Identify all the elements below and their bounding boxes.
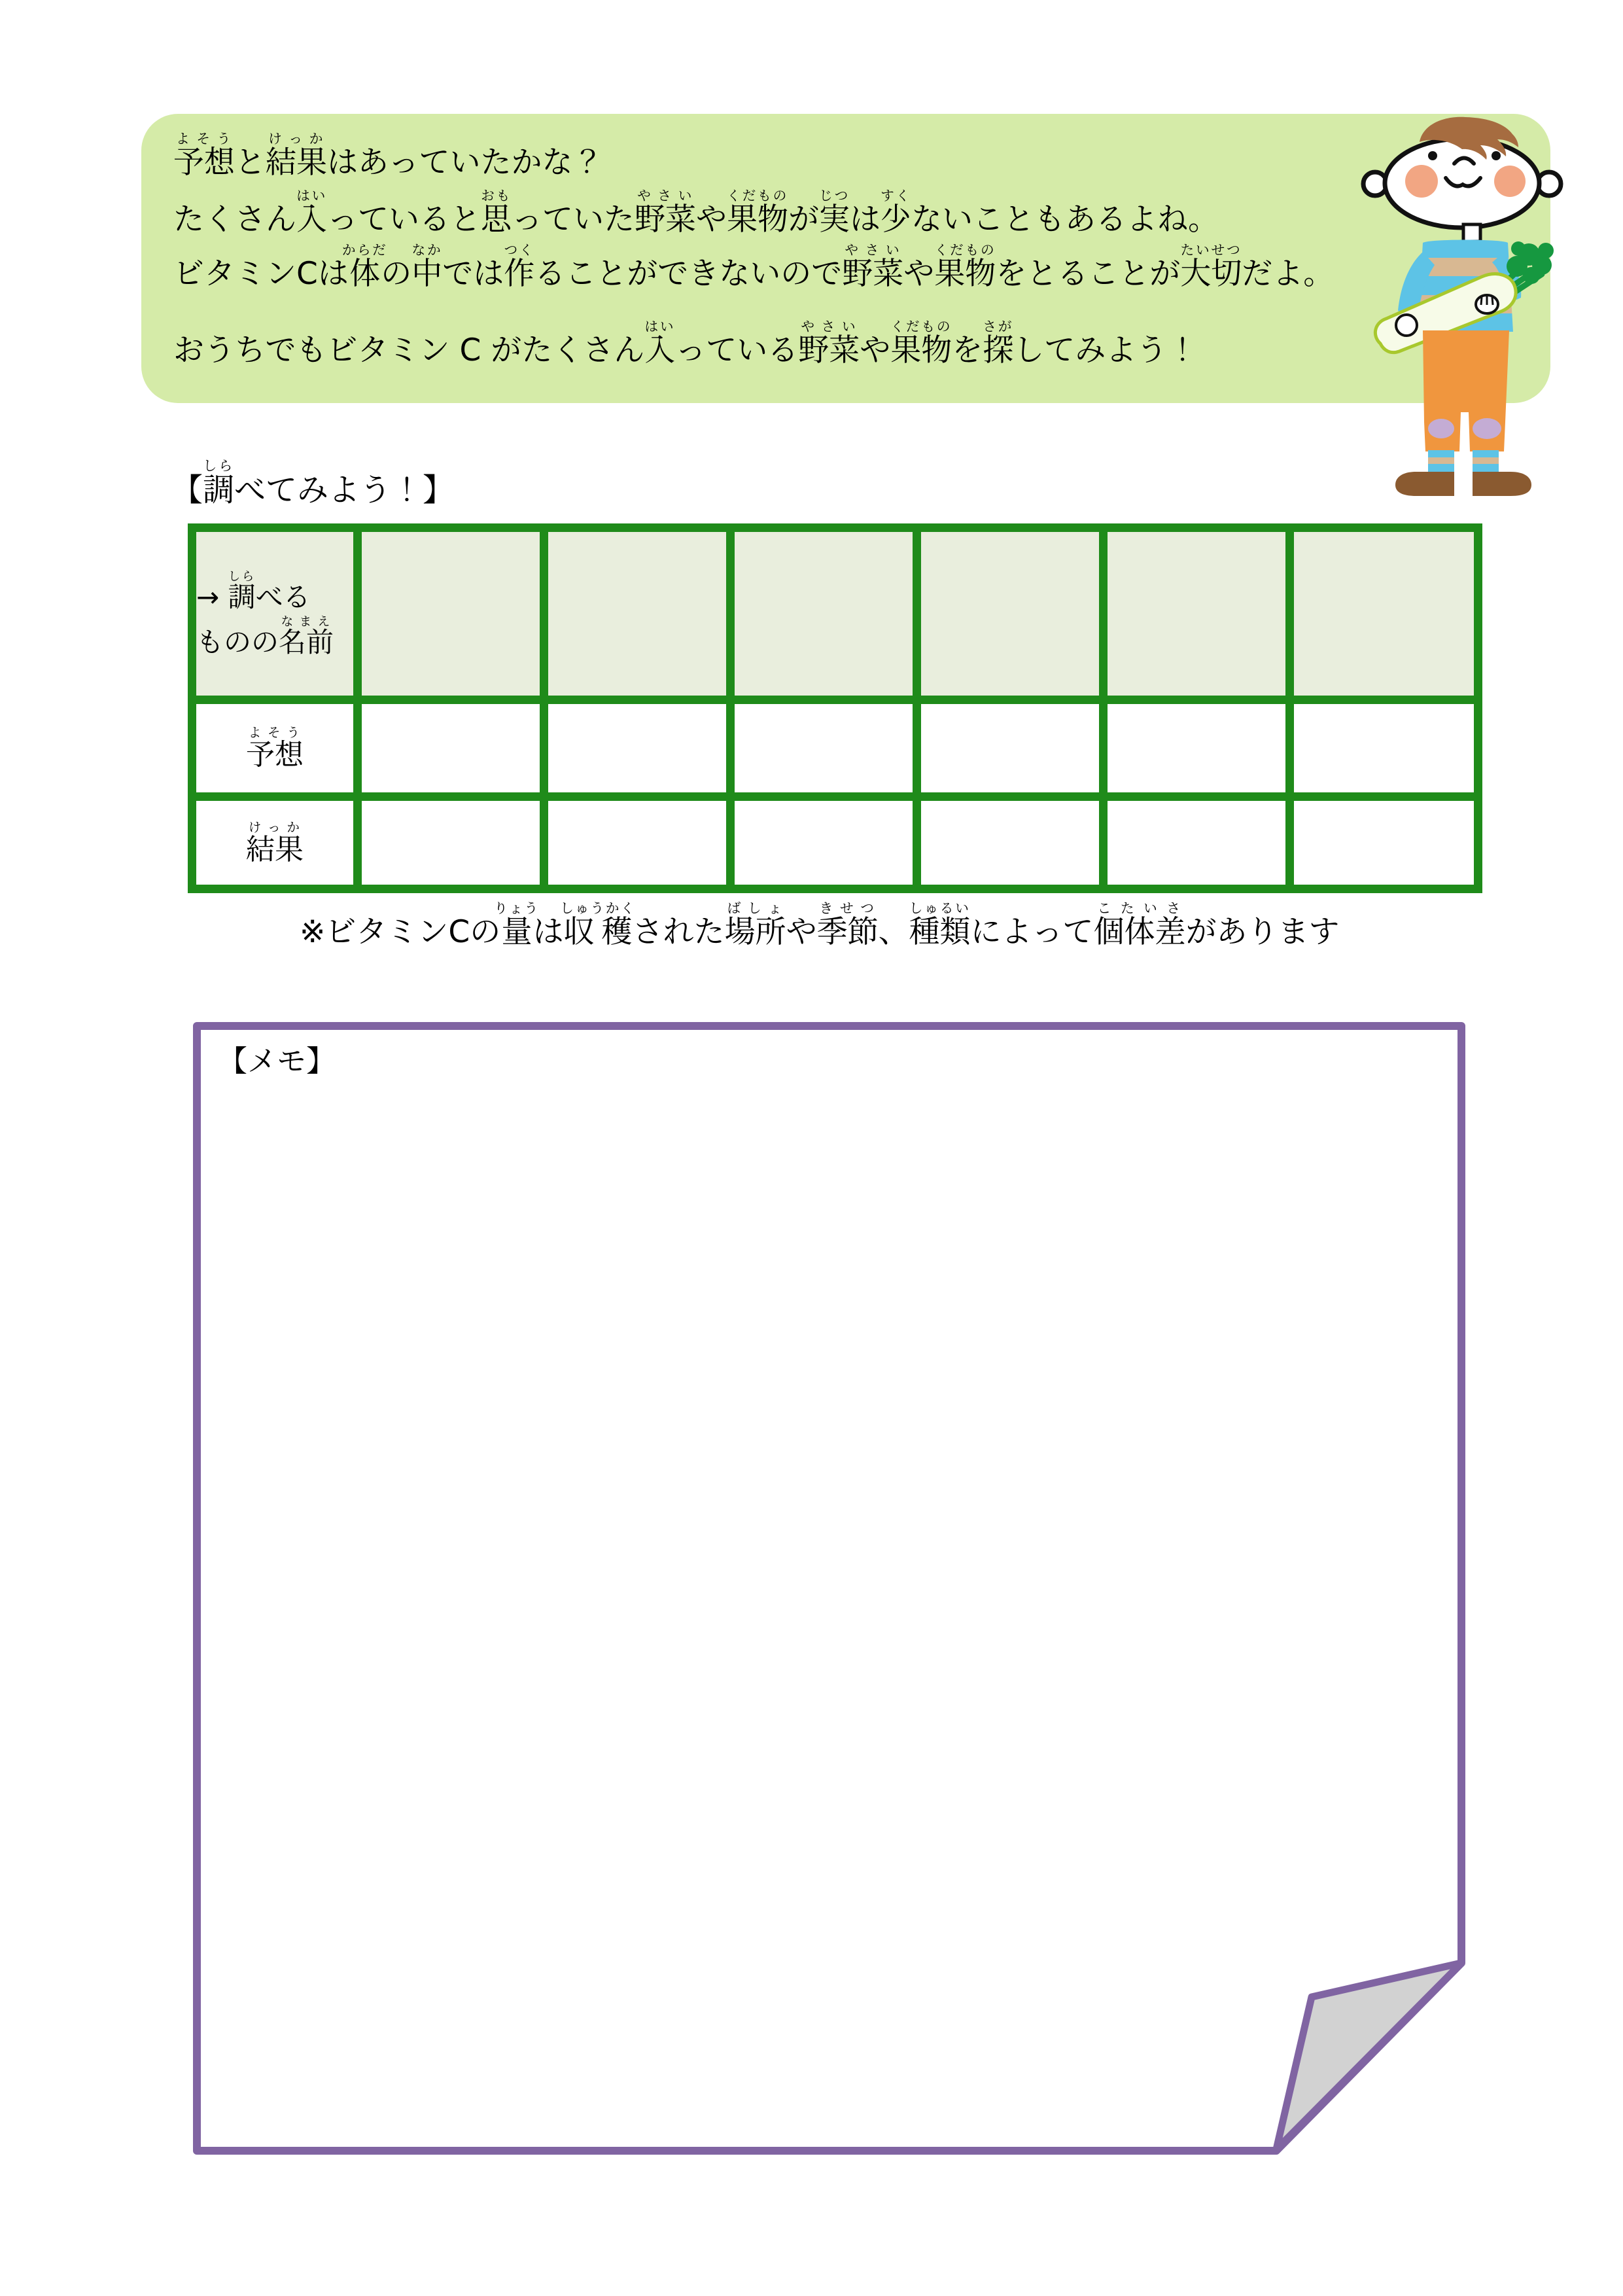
cheek (1405, 165, 1438, 198)
hand-icon (1476, 295, 1498, 313)
speech-line-4: おうちでもビタミン C がたくさん入はいっている野菜やさいや果物くだものを探さがしてみよう！ (173, 319, 1198, 368)
table-input-cell[interactable] (544, 797, 731, 889)
eye-icon (1492, 151, 1501, 160)
row-label-prediction: 予想よそう (192, 700, 358, 797)
table-input-cell[interactable] (1290, 528, 1478, 700)
table-input-cell[interactable] (731, 700, 917, 797)
table-input-cell[interactable] (731, 528, 917, 700)
speech-line-3: ビタミンCは体からだの中なかでは作つくることができないので野菜やさいや果物くだものをとることが大切たいせつだよ。 (173, 242, 1335, 292)
cheek (1494, 166, 1526, 197)
section-title: 【調しらべてみよう！】 (171, 457, 455, 508)
table-input-cell[interactable] (1290, 700, 1478, 797)
hand-icon (1396, 315, 1417, 336)
knee-patch (1473, 418, 1501, 439)
table-input-cell[interactable] (731, 797, 917, 889)
table-input-cell[interactable] (1104, 797, 1290, 889)
table-input-cell[interactable] (358, 700, 544, 797)
table-input-cell[interactable] (1104, 700, 1290, 797)
table-input-cell[interactable] (358, 797, 544, 889)
table-input-cell[interactable] (1290, 797, 1478, 889)
row-label-result: 結果けっか (192, 797, 358, 889)
shoes (1395, 472, 1531, 496)
boy-character-illustration (1357, 115, 1560, 504)
table-input-cell[interactable] (917, 700, 1104, 797)
header-label-cell (192, 528, 358, 700)
memo-box (189, 1018, 1470, 2160)
survey-table (188, 523, 1482, 893)
neck (1463, 224, 1480, 241)
knee-patch (1428, 419, 1454, 438)
table-input-cell[interactable] (917, 797, 1104, 889)
header-label-line1: → 調しらべる (196, 569, 311, 613)
table-input-cell[interactable] (358, 528, 544, 700)
vitamin-c-footnote: ※ビタミンCの量りょうは収穫しゅうかくされた場所ばしょや季節きせつ、種類しゅるいによって個体差こたいさがあります (300, 900, 1340, 950)
memo-area[interactable] (197, 1026, 1461, 2151)
table-input-cell[interactable] (1104, 528, 1290, 700)
memo-label: 【メモ】 (218, 1044, 336, 1078)
socks (1428, 450, 1499, 472)
header-label-line2: ものの名前なまえ (196, 615, 334, 658)
table-input-cell[interactable] (917, 528, 1104, 700)
table-input-cell[interactable] (544, 700, 731, 797)
speech-line-1: 予想よそうと結果けっかはあっていたかな？ (173, 131, 604, 181)
table-input-cell[interactable] (544, 528, 731, 700)
eye-icon (1428, 151, 1437, 160)
speech-line-2: たくさん入はいっていると思おもっていた野菜やさいや果物くだものが実じつは少すくないこともあるよね。 (173, 188, 1219, 238)
